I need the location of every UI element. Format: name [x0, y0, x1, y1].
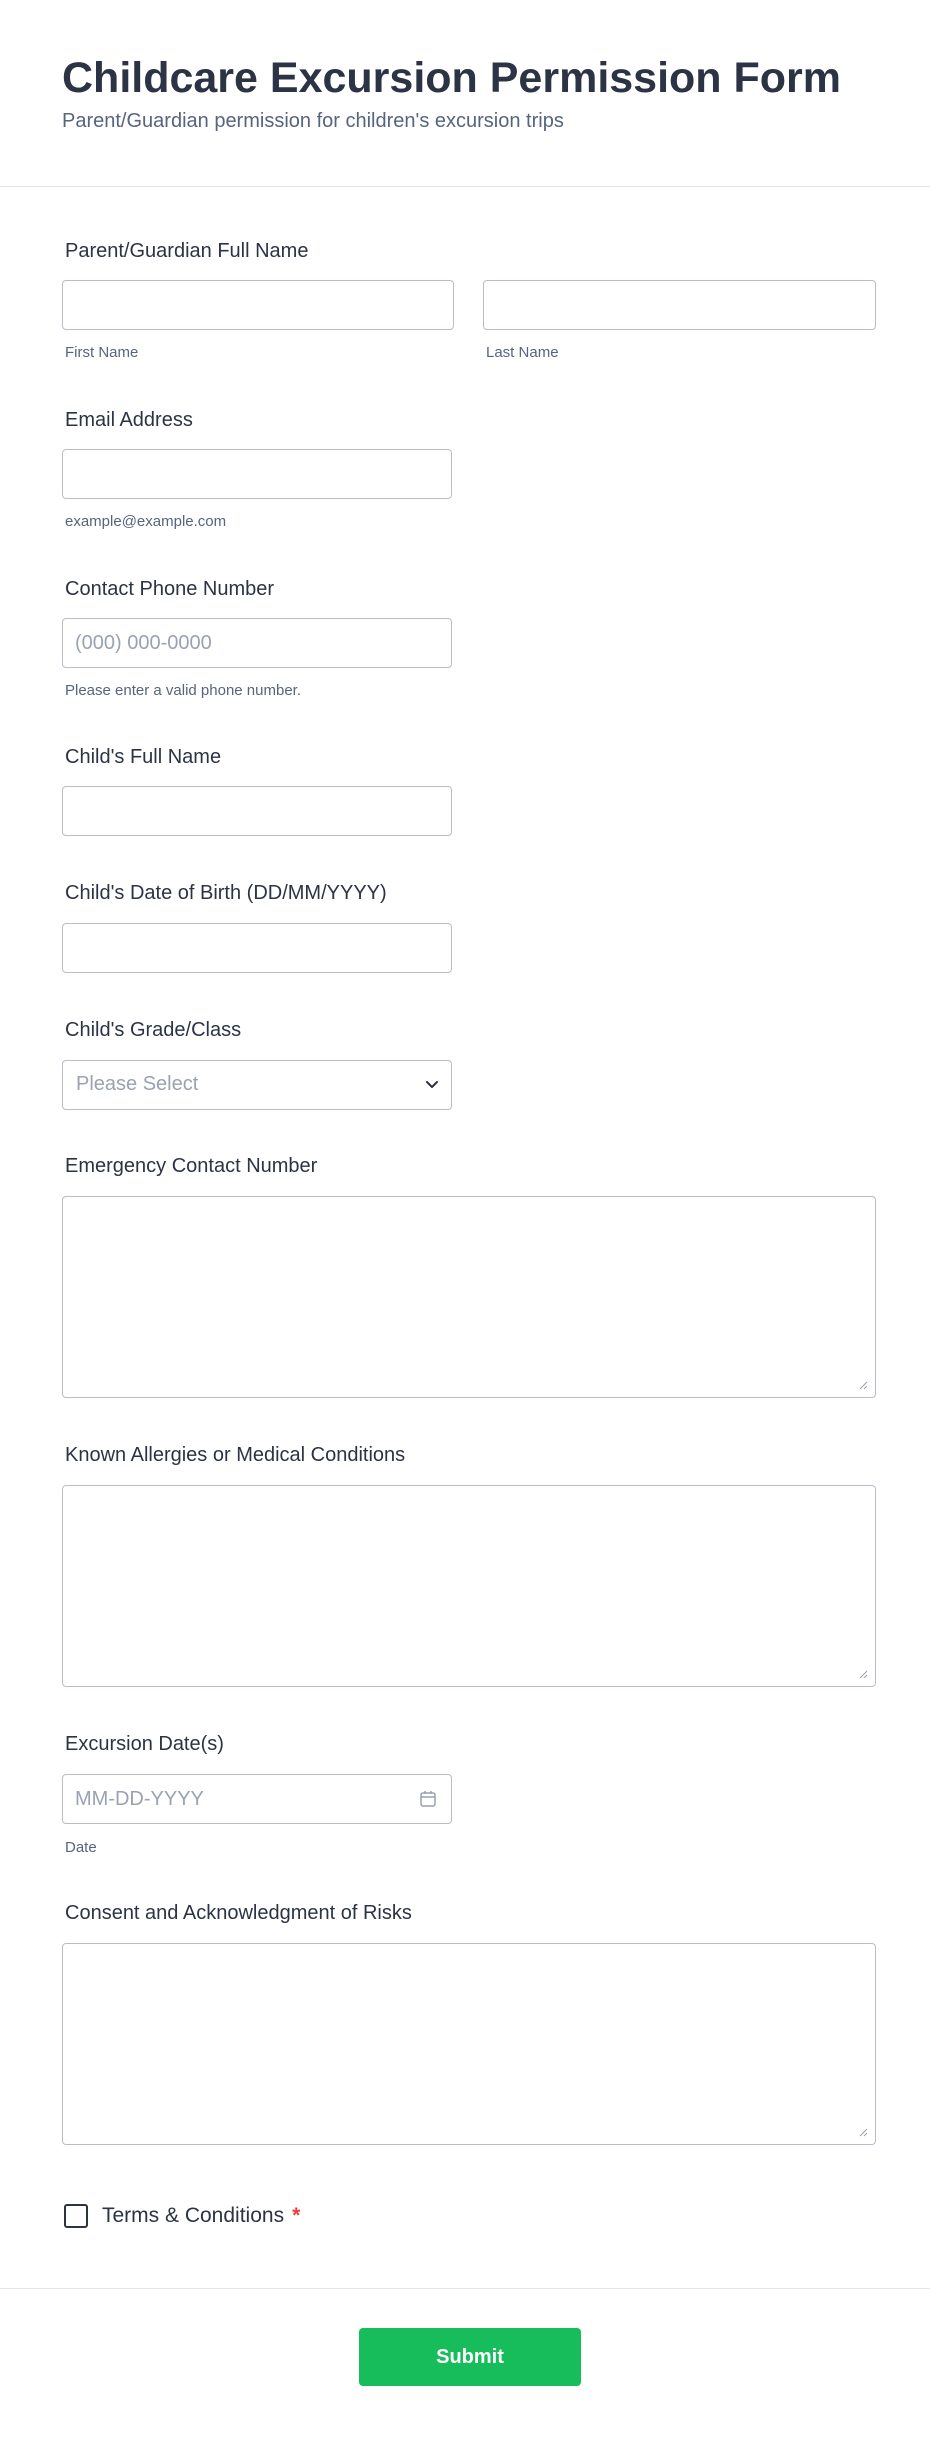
phone-sublabel: Please enter a valid phone number.: [65, 682, 301, 699]
guardian-name-label: Parent/Guardian Full Name: [65, 240, 309, 262]
terms-label[interactable]: [102, 2202, 300, 2230]
allergies-textarea[interactable]: [62, 1485, 876, 1687]
submit-button[interactable]: Submit: [359, 2328, 581, 2386]
form-header: [0, 0, 930, 187]
resize-handle-icon[interactable]: [858, 2127, 868, 2137]
consent-label: Consent and Acknowledgment of Risks: [65, 1902, 412, 1924]
child-grade-select[interactable]: [62, 1060, 452, 1110]
child-name-input[interactable]: [62, 786, 452, 836]
phone-label: Contact Phone Number: [65, 578, 275, 600]
child-grade-selected: Please Select: [76, 1073, 199, 1095]
child-grade-label: Child's Grade/Class: [65, 1019, 242, 1041]
form-subtitle: Parent/Guardian permission for children's excursion trips: [62, 110, 564, 132]
terms-checkbox[interactable]: [64, 2204, 88, 2228]
email-input[interactable]: [62, 449, 452, 499]
last-name-sublabel: Last Name: [486, 344, 559, 361]
child-dob-label: Child's Date of Birth (DD/MM/YYYY): [65, 882, 387, 904]
emergency-contact-label: Emergency Contact Number: [65, 1155, 318, 1177]
resize-handle-icon[interactable]: [858, 1669, 868, 1679]
allergies-label: Known Allergies or Medical Conditions: [65, 1444, 406, 1466]
form-title: Childcare Excursion Permission Form: [62, 54, 842, 102]
first-name-sublabel: First Name: [65, 344, 139, 361]
required-mark: *: [292, 2204, 301, 2227]
consent-textarea[interactable]: [62, 1943, 876, 2145]
phone-input[interactable]: [62, 618, 452, 668]
email-label: Email Address: [65, 409, 193, 431]
excursion-date-input[interactable]: [62, 1774, 452, 1824]
terms-label-text: Terms & Conditions: [102, 2204, 285, 2227]
child-dob-input[interactable]: [62, 923, 452, 973]
excursion-dates-label: Excursion Date(s): [65, 1733, 224, 1755]
calendar-icon[interactable]: [418, 1789, 438, 1809]
last-name-input[interactable]: [483, 280, 876, 330]
chevron-down-icon: [423, 1075, 441, 1093]
email-sublabel: example@example.com: [65, 513, 227, 530]
excursion-date-sublabel: Date: [65, 1839, 97, 1856]
first-name-input[interactable]: [62, 280, 454, 330]
resize-handle-icon[interactable]: [858, 1380, 868, 1390]
footer-divider: [0, 2288, 930, 2289]
child-name-label: Child's Full Name: [65, 746, 222, 768]
emergency-contact-textarea[interactable]: [62, 1196, 876, 1398]
